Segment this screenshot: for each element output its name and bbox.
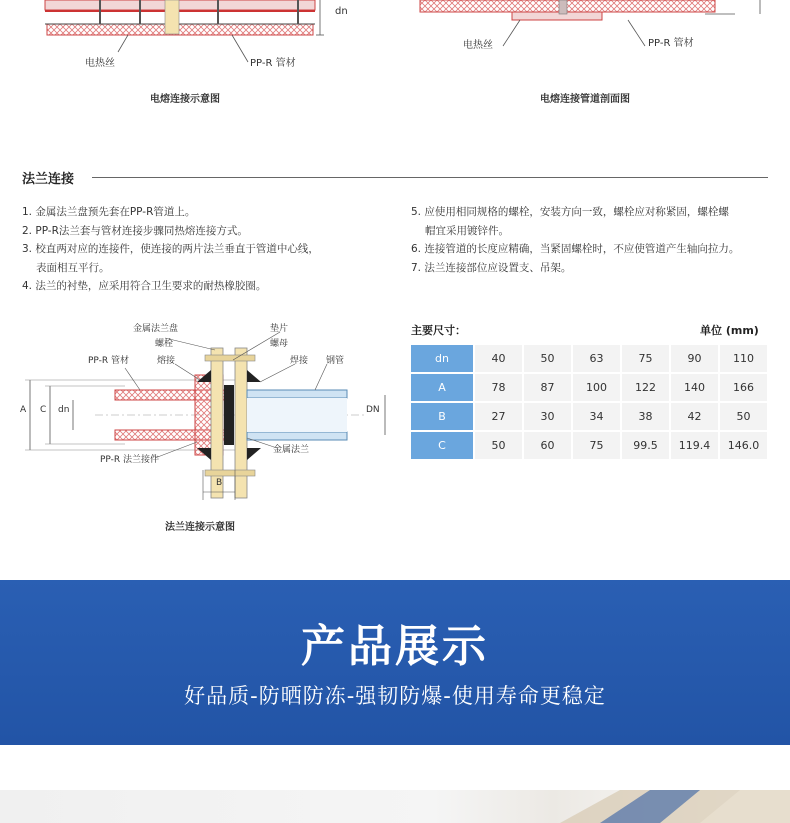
section-heater-label: 电热丝: [463, 40, 493, 51]
row-header: B: [411, 403, 473, 430]
table-cell: 146.0: [720, 432, 767, 459]
list-item: 7. 法兰连接部位应设置支、吊架。: [411, 261, 572, 274]
table-cell: 27: [475, 403, 522, 430]
table-cell: 122: [622, 374, 669, 401]
list-item: 3. 校直两对应的连接件，使连接的两片法兰垂直于管道中心线，: [22, 243, 319, 255]
ppr-pipe-label: PP-R 管材: [250, 58, 296, 69]
ppr-flange-fitting-label: PP-R 法兰接件: [100, 455, 160, 465]
table-cell: 34: [573, 403, 620, 430]
list-item: 2. PP-R法兰套与管材连接步骤同热熔连接方式。: [22, 224, 248, 237]
list-item: 4. 法兰的衬垫，应采用符合卫生要求的耐热橡胶圈。: [22, 280, 267, 292]
table-cell: 50: [475, 432, 522, 459]
section-divider: [92, 177, 768, 178]
list-item: 1. 金属法兰盘预先套在PP-R管道上。: [22, 206, 196, 218]
table-cell: 78: [475, 374, 522, 401]
table-cell: 40: [475, 345, 522, 372]
electrofusion-caption: 电熔连接示意图: [150, 94, 220, 105]
dims-unit: 单位 (mm): [700, 324, 759, 337]
steps-right-list: [411, 203, 739, 277]
bolt-label: 螺栓: [155, 339, 174, 349]
list-item: 5. 应使用相同规格的螺栓，安装方向一致，螺栓应对称紧固，螺栓螺: [411, 206, 729, 218]
table-cell: 42: [671, 403, 718, 430]
list-item: 帽宜采用镀锌件。: [425, 224, 509, 237]
product-photo: [0, 790, 790, 823]
table-cell: 50: [720, 403, 767, 430]
table-cell: 38: [622, 403, 669, 430]
table-cell: 75: [622, 345, 669, 372]
table-cell: 140: [671, 374, 718, 401]
ppr-pipe-label-2: PP-R 管材: [88, 356, 130, 366]
table-row: [411, 403, 767, 430]
table-cell: 99.5: [622, 432, 669, 459]
table-row: [411, 374, 767, 401]
table-cell: 30: [524, 403, 571, 430]
weld-label: 焊接: [290, 356, 309, 366]
table-cell: 119.4: [671, 432, 718, 459]
flange-diagram: [15, 320, 395, 510]
table-cell: 166: [720, 374, 767, 401]
table-cell: 87: [524, 374, 571, 401]
dn-label: dn: [335, 6, 348, 17]
dim-DN-label: DN: [366, 405, 380, 415]
row-header: A: [411, 374, 473, 401]
row-header: C: [411, 432, 473, 459]
table-row: [411, 432, 767, 459]
flange-section-title: 法兰连接: [22, 172, 75, 187]
table-cell: 50: [524, 345, 571, 372]
table-cell: 75: [573, 432, 620, 459]
table-cell: 100: [573, 374, 620, 401]
metal-flange-label: 金属法兰盘: [133, 324, 179, 334]
list-item: 6. 连接管道的长度应精确，当紧固螺栓时，不应使管道产生轴向拉力。: [411, 243, 740, 255]
dim-A-label: A: [20, 405, 27, 415]
dims-title: 主要尺寸：: [411, 324, 466, 337]
metal-flange-label-2: 金属法兰: [273, 445, 310, 455]
table-cell: 63: [573, 345, 620, 372]
banner-title: 产品展示: [301, 621, 489, 672]
dim-C-label: C: [40, 405, 47, 415]
heater-wire-label: 电热丝: [85, 58, 115, 69]
list-item: 表面相互平行。: [36, 261, 110, 274]
fusion-label: 熔接: [157, 356, 176, 366]
dims-table: [409, 343, 769, 461]
dim-B-label: B: [216, 478, 223, 488]
steps-left-list: [22, 203, 319, 296]
section-ppr-pipe-label: PP-R 管材: [648, 38, 694, 49]
flange-diagram-caption: 法兰连接示意图: [165, 522, 235, 533]
section-caption: 电熔连接管道剖面图: [540, 94, 630, 105]
dim-dn-label: dn: [58, 405, 70, 415]
row-header: dn: [411, 345, 473, 372]
table-cell: 60: [524, 432, 571, 459]
table-cell: 90: [671, 345, 718, 372]
steel-pipe-label: 钢管: [326, 356, 345, 366]
nut-label: 螺母: [270, 339, 289, 349]
gasket-label: 垫片: [270, 324, 289, 334]
table-cell: 110: [720, 345, 767, 372]
table-row: [411, 345, 767, 372]
banner-subtitle: 好品质-防晒防冻-强韧防爆-使用寿命更稳定: [184, 684, 606, 708]
